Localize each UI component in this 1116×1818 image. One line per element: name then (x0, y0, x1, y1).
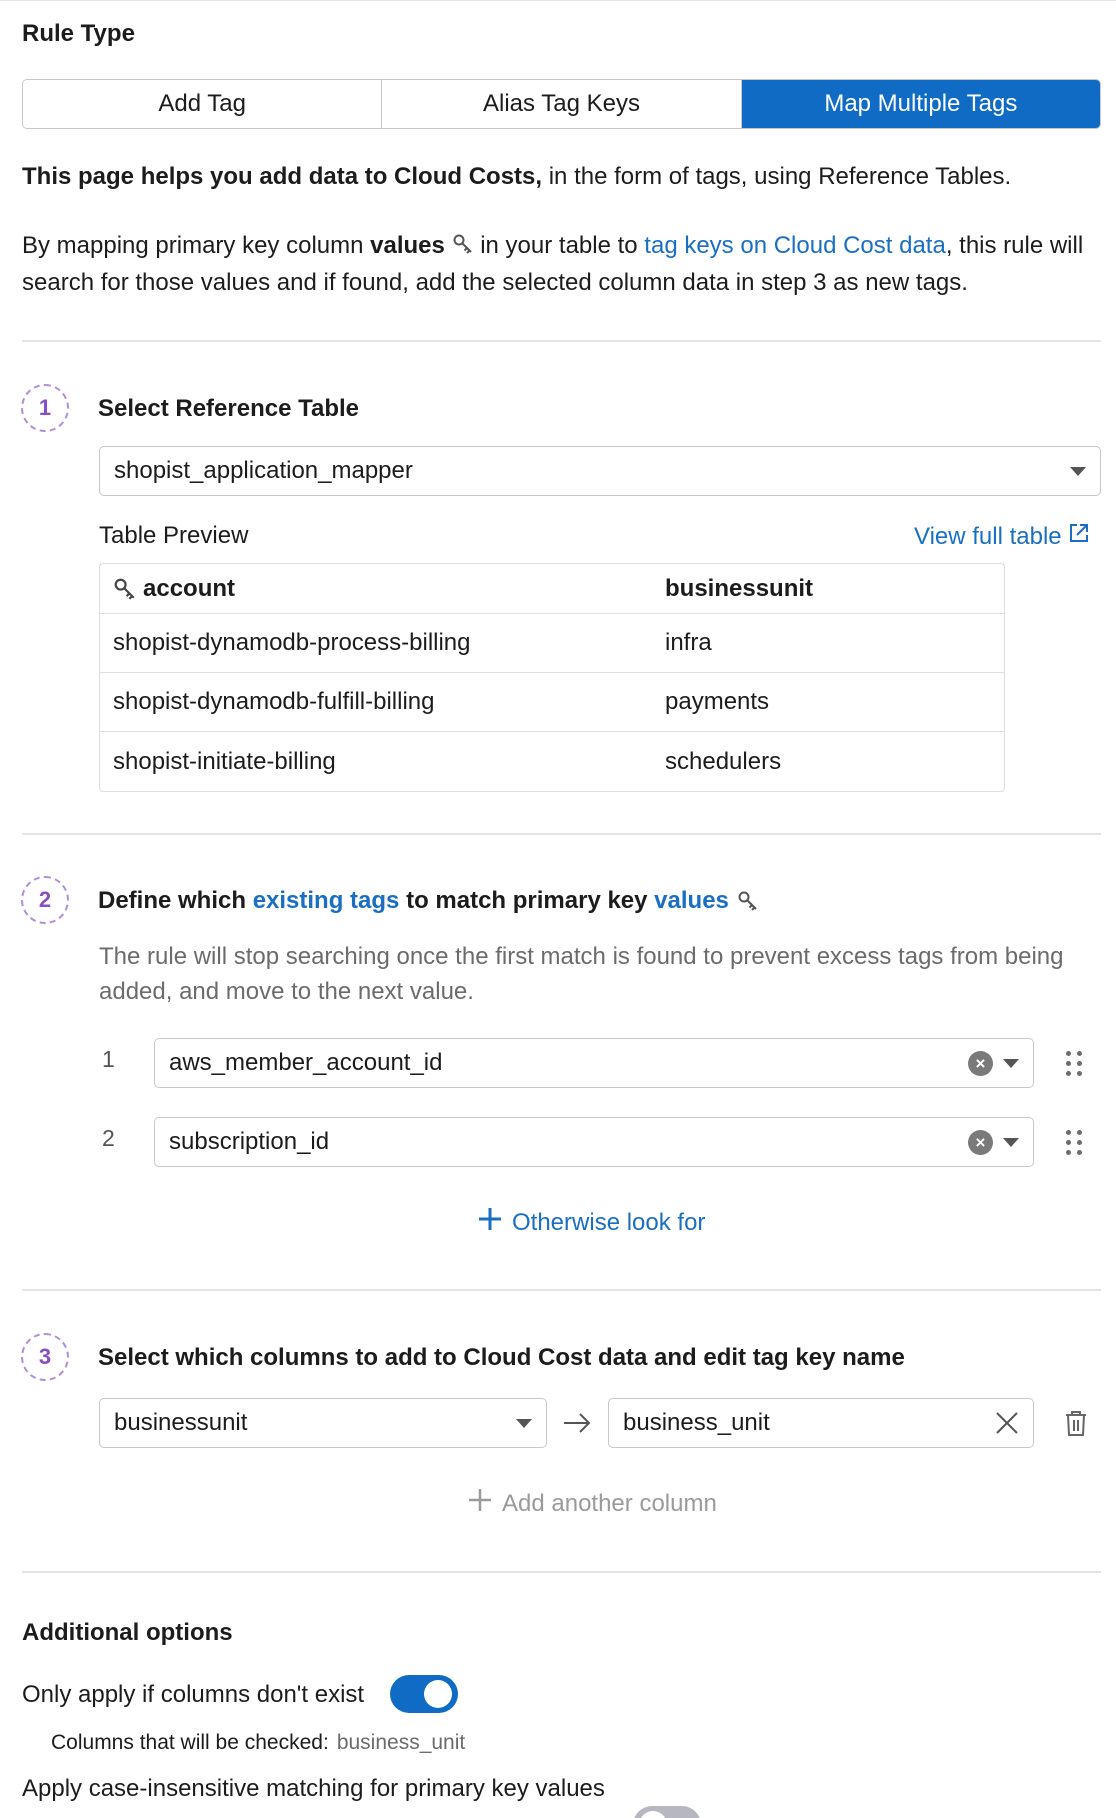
cell-account: shopist-initiate-billing (113, 747, 336, 775)
step-2-badge: 2 (21, 876, 69, 924)
drag-handle-icon[interactable] (1066, 1130, 1082, 1155)
reference-table-select[interactable] (99, 446, 1101, 496)
table-header-row (100, 564, 1004, 614)
step-2-title-a: Define which (98, 887, 253, 914)
close-icon[interactable] (995, 1411, 1019, 1435)
drag-handle-icon[interactable] (1066, 1051, 1082, 1076)
arrow-right-icon (562, 1410, 592, 1441)
header-account-label: account (143, 574, 236, 602)
column-select-value: businessunit (114, 1409, 248, 1436)
preview-table (99, 563, 1005, 792)
add-another-column-button[interactable] (468, 1488, 717, 1519)
tag-index: 2 (102, 1125, 115, 1151)
intro-text-a: By mapping primary key column (22, 232, 371, 259)
divider (22, 340, 1101, 342)
add-another-column-label: Add another column (502, 1489, 717, 1517)
rule-type-segmented-control (22, 79, 1101, 129)
cell-businessunit: schedulers (665, 747, 782, 775)
top-border (0, 0, 1116, 1)
intro-text-b: in your table to (473, 232, 645, 259)
step-2-help: The rule will stop searching once the first match is found to prevent excess tags from being added, and move to the next value. (99, 943, 1064, 1005)
reference-table-value: shopist_application_mapper (114, 457, 413, 484)
otherwise-look-for-label: Otherwise look for (512, 1208, 706, 1236)
tab-map-multiple-tags[interactable]: Map Multiple Tags (742, 80, 1100, 128)
tag-key-input[interactable] (608, 1398, 1034, 1448)
intro-bold: This page helps you add data to Cloud Costs, (22, 163, 543, 190)
values-link[interactable]: values (654, 887, 729, 914)
intro-line (22, 159, 1102, 194)
chevron-down-icon (516, 1419, 532, 1428)
view-full-table-label: View full table (914, 522, 1062, 550)
step-3-title: Select which columns to add to Cloud Cost data and edit tag key name (98, 1344, 905, 1371)
intro-rest: in the form of tags, using Reference Tables. (542, 163, 1012, 190)
column-select[interactable] (99, 1398, 547, 1448)
only-apply-toggle[interactable] (390, 1675, 458, 1713)
header-account (100, 575, 665, 603)
plus-icon (478, 1207, 502, 1238)
chevron-down-icon (1003, 1138, 1019, 1147)
columns-checked-label: Columns that will be checked: (51, 1731, 329, 1754)
trash-icon[interactable] (1064, 1409, 1088, 1442)
external-link-icon (1068, 522, 1090, 551)
cell-businessunit: payments (665, 688, 770, 715)
option-only-apply-label: Only apply if columns don't exist (22, 1681, 365, 1708)
chevron-down-icon (1003, 1059, 1019, 1068)
otherwise-look-for-button[interactable] (478, 1207, 705, 1238)
chevron-down-icon (1070, 467, 1086, 476)
columns-checked-line (51, 1731, 465, 1755)
tag-select-controls (968, 1130, 1019, 1155)
option-case-insensitive-label: Apply case-insensitive matching for primary key values (22, 1775, 605, 1802)
step-3-badge: 3 (21, 1333, 69, 1381)
columns-checked-value: business_unit (336, 1731, 466, 1754)
tag-select[interactable] (154, 1038, 1034, 1088)
tag-key-value: business_unit (623, 1409, 770, 1436)
tag-index: 1 (102, 1046, 115, 1072)
table-preview-label: Table Preview (99, 522, 249, 549)
clear-icon[interactable]: × (968, 1051, 993, 1076)
cell-businessunit: infra (665, 629, 712, 656)
tag-select-value: aws_member_account_id (169, 1049, 443, 1076)
cell-account: shopist-dynamodb-process-billing (113, 629, 471, 656)
existing-tags-link[interactable]: existing tags (252, 887, 400, 914)
key-icon (737, 890, 759, 912)
tag-keys-link[interactable]: tag keys on Cloud Cost data (644, 232, 946, 259)
table-row (100, 732, 1004, 791)
step-2-title-b: to match primary key (399, 887, 655, 914)
view-full-table-link[interactable] (914, 522, 1090, 551)
plus-icon (468, 1488, 492, 1519)
tag-select-controls (968, 1051, 1019, 1076)
rule-type-label: Rule Type (22, 20, 135, 47)
values-term: values (370, 232, 445, 259)
key-icon (113, 577, 137, 601)
intro-paragraph (22, 228, 1102, 300)
intro-text-c: , this rule will search for those values and if found, add the selected column data in step 3 as new tags. (22, 232, 1084, 296)
key-icon (452, 230, 474, 265)
header-businessunit: businessunit (665, 574, 814, 602)
tag-select[interactable] (154, 1117, 1034, 1167)
table-row (100, 673, 1004, 732)
step-1-badge: 1 (21, 384, 69, 432)
cell-account: shopist-dynamodb-fulfill-billing (113, 688, 435, 715)
table-row (100, 614, 1004, 673)
tab-alias-tag-keys[interactable]: Alias Tag Keys (382, 80, 741, 128)
divider (22, 833, 1101, 835)
step-1-title: Select Reference Table (98, 395, 360, 422)
additional-options-title: Additional options (22, 1619, 233, 1646)
clear-icon[interactable]: × (968, 1130, 993, 1155)
tab-add-tag[interactable]: Add Tag (23, 80, 382, 128)
step-2-title (98, 887, 759, 915)
divider (22, 1571, 1101, 1573)
tag-select-value: subscription_id (169, 1128, 330, 1155)
divider (22, 1289, 1101, 1291)
case-insensitive-toggle[interactable] (633, 1806, 701, 1818)
